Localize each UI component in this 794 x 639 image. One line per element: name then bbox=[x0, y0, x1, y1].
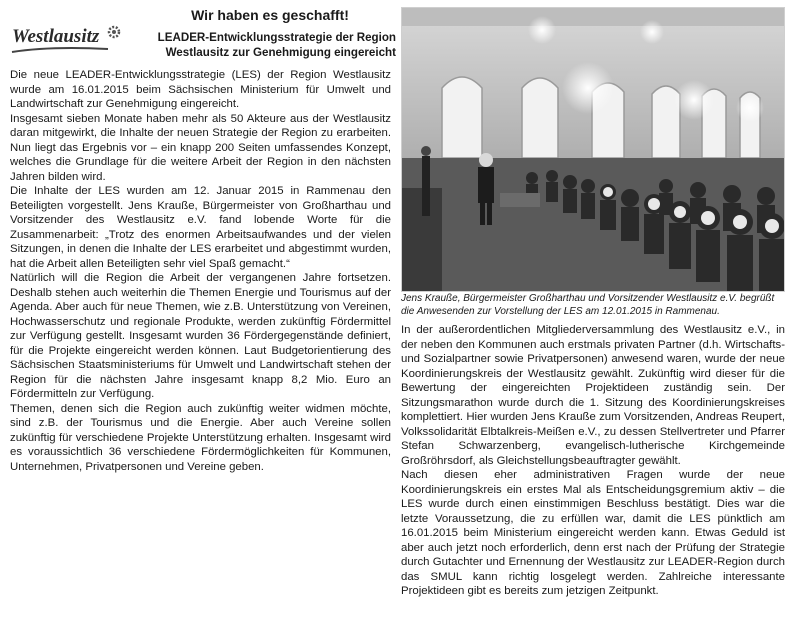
event-photo bbox=[401, 7, 785, 292]
right-column bbox=[401, 323, 785, 599]
headline: Wir haben es geschafft! bbox=[191, 7, 349, 23]
paragraph: Nach diesen eher administrativen Fragen wurde der neue Koordinierungskreis ein erstes Mal als Entscheidungsgremium aktiv – die LES wurde durch einen einstimmigen Beschluss bestätigt. Dies war die letzte Voraussetzung, die zu erfüllen war, damit die LES pünktlich am 16.01.2015 beim Ministerium eingereicht werden kann. Etwas Geduld ist aber auch jetzt noch erforderlich, denn erst nach der Prüfung der Strategie durch Gutachter und Ernennung der Westlausitz zur LEADER-Region durch das SMUL kann richtig losgelegt werden. Zahlreiche interessante Projektideen gibt es bereits zum jetzigen Zeitpunkt. bbox=[401, 469, 785, 597]
subhead-line-1: LEADER-Entwicklungsstrategie der Region bbox=[157, 31, 396, 44]
paragraph: Themen, denen sich die Region auch zukünftig weiter widmen möchte, sind z.B. der Tourismus und die Energie. Aber auch Vereine sollen zukünftig für verschiedene Projekte Unterstützung erhalten. Insgesamt wird es voraussichtlich 36 verschiedene Fördermöglichkeiten für Kommunen, Unternehmen, Privatpersonen und Vereine geben. bbox=[10, 402, 391, 473]
paragraph: Insgesamt sieben Monate haben mehr als 50 Akteure aus der Westlausitz daran mitgewirkt, die Inhalte der neuen Strategie der Region zu erarbeiten. Nun liegt das Ergebnis vor – ein knapp 200 Seiten umfassendes Konzept, welches die Grundlage für die weitere Arbeit der Region in den nächsten Jahren bilden wird. bbox=[10, 112, 391, 183]
subhead-line-2: Westlausitz zur Genehmigung eingereicht bbox=[165, 46, 396, 59]
left-column bbox=[10, 68, 391, 474]
gear-icon bbox=[106, 24, 122, 40]
westlausitz-logo bbox=[10, 22, 122, 56]
paragraph: Die Inhalte der LES wurden am 12. Januar 2015 in Rammenau den Beteiligten vorgestellt. Jens Krauße, Bürgermeister von Großharthau und Vorsitzender des Westlausitz e.V. fand lobende Worte für die Zusammenarbeit: „Trotz des enormen Arbeitsaufwandes und der vielen Sitzungen, in denen die Inhalte der LES erarbeitet und abgestimmt wurden, hat die Arbeit allen Beteiligten sehr viel Spaß gemacht.“ bbox=[10, 185, 391, 270]
photo-caption: Jens Krauße, Bürgermeister Großharthau und Vorsitzender Westlausitz e.V. begrüßt die Anwesenden zur Vorstellung der LES am 12.01.2015 in Rammenau. bbox=[401, 293, 775, 317]
paragraph: In der außerordentlichen Mitgliederversammlung des Westlausitz e.V., in der neben den Kommunen auch erstmals privaten Partner (d.h. Wirtschafts- und Sozialpartner sowie Privatpersonen) anwesend waren, wurde der neue Koordinierungskreis der Westlausitz gewählt. Zukünftig wird dieser für die Bewertung der eingereichten Projektideen zuständig sein. Der Sitzungsmarathon wurde durch die 1. Sitzung des Koordinierungskreises komplettiert. Hier wurden Jens Krauße zum Vorsitzenden, Andreas Reupert, Volkssolidarität Elbtalkreis-Meißen e.V., zu dessen Stellvertreter und Pfarrer Stefan Schwarzenberg, evangelisch-lutherische Kirchgemeinde Großröhrsdorf, als Gleichstellungsbeauftragter gewählt. bbox=[401, 324, 785, 467]
logo-wordmark: Westlausitz bbox=[12, 26, 100, 47]
paragraph: Die neue LEADER-Entwicklungsstrategie (LES) der Region Westlausitz wurde am 16.01.2015 beim Sächsischen Ministerium für Umwelt und Landwirtschaft zur Genehmigung eingereicht. bbox=[10, 69, 391, 110]
subheadline bbox=[128, 30, 396, 60]
meeting-hall-photo bbox=[402, 8, 785, 292]
paragraph: Natürlich will die Region die Arbeit der vergangenen Jahre fortsetzen. Deshalb stehen auch weiterhin die Themen Energie und Tourismus auf der Agenda. Aber auch für neue Themen, wie z.B. Unterstützung von Vereinen, Hochwasserschutz und regionale Produkte, werden zukünftig Fördermittel zur Verfügung gestellt. Insgesamt wurden 36 Fördergegenstände definiert, für die Projekte eingereicht werden können. Laut Budgetorientierung des Sächsischen Staatsministeriums für Umwelt und Landwirtschaft stehen der Region für die nächsten Jahre insgesamt knapp 8,2 Mio. Euro an Fördermitteln zur Verfügung. bbox=[10, 272, 391, 400]
logo-swoosh-icon bbox=[10, 46, 110, 54]
